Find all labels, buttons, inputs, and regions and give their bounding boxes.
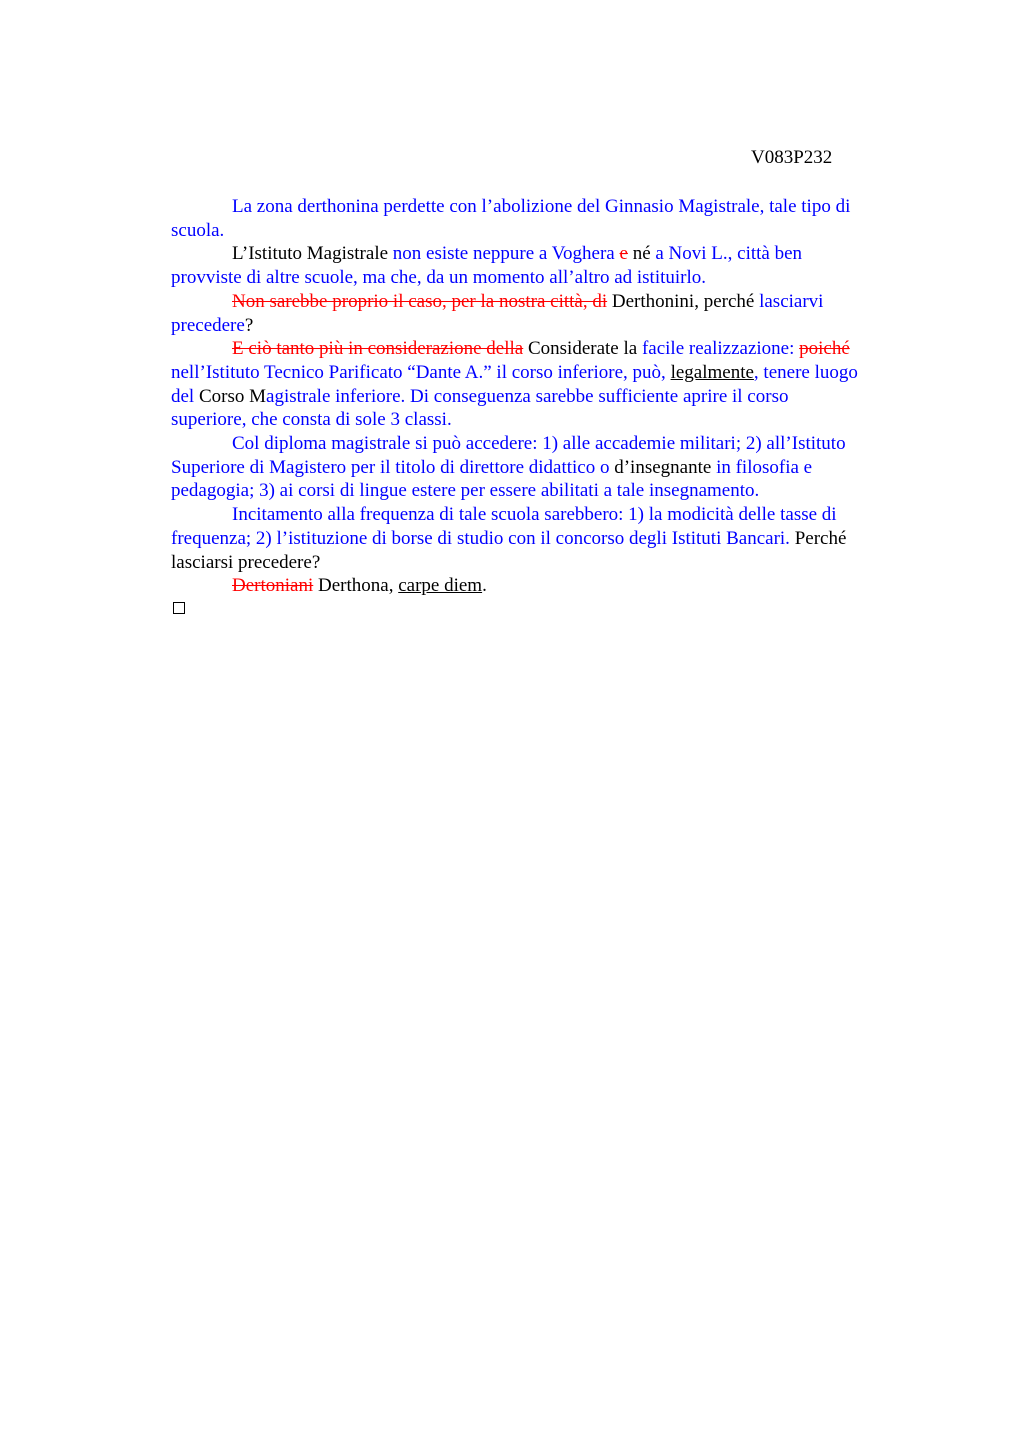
inserted-text: del	[171, 385, 199, 407]
inserted-text: Incitamento alla frequenza di tale scuola sarebbero: 1) la modicità delle tasse di	[232, 504, 837, 526]
original-text: d’insegnante	[614, 456, 717, 478]
original-text: Derthonini, perché	[607, 290, 760, 312]
inserted-text: lasciarvi	[759, 290, 824, 312]
inserted-text: frequenza; 2) l’istituzione di borse di studio con il concorso degli Istituti Bancari.	[171, 527, 790, 549]
original-text: né	[627, 243, 656, 265]
underlined-text: legalmente	[670, 361, 754, 383]
inserted-text: Superiore di Magistero per il titolo di direttore didattico o	[171, 456, 615, 478]
inserted-text: scuola.	[171, 219, 225, 241]
inserted-text: non esiste neppure a Voghera	[392, 243, 620, 265]
original-text: Derthona,	[313, 575, 399, 597]
inserted-text: agistrale inferiore. Di conseguenza sarebbe sufficiente aprire il corso	[266, 385, 789, 407]
original-text: Corso M	[198, 385, 267, 407]
paragraph	[171, 432, 927, 503]
inserted-text: precedere	[171, 314, 245, 336]
deleted-text: E ciò tanto più in considerazione della	[232, 338, 524, 360]
empty-square-icon	[173, 602, 185, 614]
paragraph	[171, 290, 927, 337]
paragraph	[171, 503, 927, 574]
inserted-text: pedagogia; 3) ai corsi di lingue estere per essere abilitati a tale insegnamento.	[171, 480, 760, 502]
inserted-text: provviste di altre scuole, ma che, da un momento all’altro ad istituirlo.	[171, 267, 707, 289]
deleted-text: Dertoniani	[232, 575, 314, 597]
paragraph	[171, 574, 927, 598]
document-id: V083P232	[751, 147, 833, 168]
original-text: ?	[244, 314, 254, 336]
inserted-text: a Novi L., città ben	[655, 243, 803, 265]
deleted-text: poiché	[799, 338, 850, 360]
paragraph	[171, 195, 927, 242]
deleted-text: Non sarebbe proprio il caso, per la nostra città, di	[232, 290, 608, 312]
inserted-text: facile realizzazione:	[641, 338, 800, 360]
paragraph	[171, 242, 927, 289]
deleted-text: e	[619, 243, 628, 265]
document-body	[171, 195, 927, 598]
underlined-text: carpe diem	[398, 575, 483, 597]
original-text: .	[482, 575, 487, 597]
original-text: lasciarsi precedere?	[171, 551, 321, 573]
original-text: L’Istituto Magistrale	[232, 243, 393, 265]
paragraph	[171, 337, 927, 432]
original-text: Considerate la	[523, 338, 642, 360]
inserted-text: , tenere luogo	[753, 361, 858, 383]
inserted-text: nell’Istituto Tecnico Parificato “Dante A.” il corso inferiore, può,	[171, 361, 671, 383]
inserted-text: in filosofia e	[716, 456, 813, 478]
inserted-text: La zona derthonina perdette con l’abolizione del Ginnasio Magistrale, tale tipo di	[232, 196, 851, 217]
original-text: Perché	[789, 527, 847, 549]
inserted-text: superiore, che consta di sole 3 classi.	[171, 409, 452, 431]
inserted-text: Col diploma magistrale si può accedere: 1) alle accademie militari; 2) all’Istituto	[232, 433, 846, 455]
